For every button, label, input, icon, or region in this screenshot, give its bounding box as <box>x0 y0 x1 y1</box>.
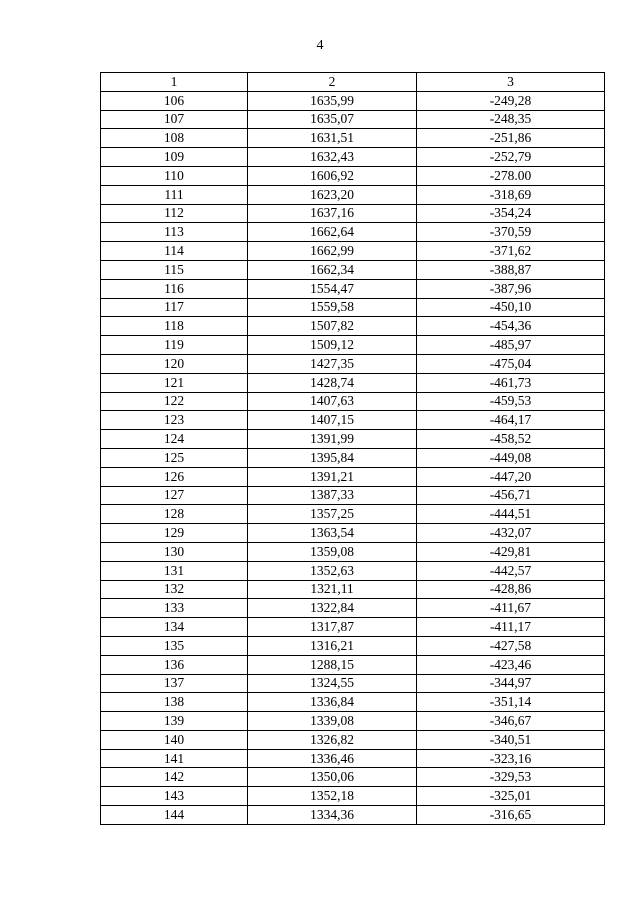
table-cell-col-3: -344,97 <box>417 674 605 693</box>
table-cell-col-1: 143 <box>101 787 248 806</box>
table-row <box>101 430 605 449</box>
table-cell-col-3: -450,10 <box>417 298 605 317</box>
table-cell-col-2: 1391,99 <box>248 430 417 449</box>
table-cell-col-2: 1507,82 <box>248 317 417 336</box>
table-cell-col-2: 1623,20 <box>248 185 417 204</box>
table-cell-col-1: 117 <box>101 298 248 317</box>
table-row <box>101 91 605 110</box>
table-cell-col-1: 109 <box>101 148 248 167</box>
table-cell-col-1: 127 <box>101 486 248 505</box>
table-cell-col-2: 1635,07 <box>248 110 417 129</box>
table-header-row <box>101 73 605 92</box>
table-cell-col-1: 108 <box>101 129 248 148</box>
table-cell-col-3: -429,81 <box>417 542 605 561</box>
table-cell-col-2: 1339,08 <box>248 712 417 731</box>
column-header-1: 1 <box>101 73 248 92</box>
table-cell-col-3: -325,01 <box>417 787 605 806</box>
table-row <box>101 448 605 467</box>
table-cell-col-1: 142 <box>101 768 248 787</box>
table-row <box>101 373 605 392</box>
table-cell-col-3: -252,79 <box>417 148 605 167</box>
column-header-3: 3 <box>417 73 605 92</box>
table-row <box>101 129 605 148</box>
table-row <box>101 561 605 580</box>
table-cell-col-1: 119 <box>101 336 248 355</box>
table-cell-col-3: -442,57 <box>417 561 605 580</box>
table-cell-col-1: 126 <box>101 467 248 486</box>
table-cell-col-3: -449,08 <box>417 448 605 467</box>
table-row <box>101 486 605 505</box>
table-cell-col-2: 1336,46 <box>248 749 417 768</box>
table-cell-col-1: 138 <box>101 693 248 712</box>
table-cell-col-1: 125 <box>101 448 248 467</box>
table-row <box>101 618 605 637</box>
table-cell-col-1: 137 <box>101 674 248 693</box>
table-row <box>101 655 605 674</box>
table-cell-col-2: 1662,64 <box>248 223 417 242</box>
table-cell-col-3: -411,67 <box>417 599 605 618</box>
table-cell-col-2: 1352,18 <box>248 787 417 806</box>
table-cell-col-1: 111 <box>101 185 248 204</box>
table-cell-col-1: 139 <box>101 712 248 731</box>
table-cell-col-2: 1316,21 <box>248 636 417 655</box>
table-cell-col-3: -316,65 <box>417 806 605 825</box>
table-row <box>101 148 605 167</box>
table-cell-col-1: 118 <box>101 317 248 336</box>
table-cell-col-2: 1326,82 <box>248 730 417 749</box>
table-cell-col-1: 113 <box>101 223 248 242</box>
column-header-2: 2 <box>248 73 417 92</box>
table-cell-col-1: 132 <box>101 580 248 599</box>
table-cell-col-2: 1407,63 <box>248 392 417 411</box>
table-row <box>101 204 605 223</box>
table-cell-col-3: -340,51 <box>417 730 605 749</box>
table-cell-col-3: -458,52 <box>417 430 605 449</box>
table-cell-col-2: 1637,16 <box>248 204 417 223</box>
table-row <box>101 166 605 185</box>
table-row <box>101 542 605 561</box>
table-cell-col-1: 121 <box>101 373 248 392</box>
table-cell-col-1: 144 <box>101 806 248 825</box>
table-cell-col-1: 124 <box>101 430 248 449</box>
table-cell-col-3: -447,20 <box>417 467 605 486</box>
table-cell-col-2: 1359,08 <box>248 542 417 561</box>
table-cell-col-2: 1635,99 <box>248 91 417 110</box>
table-cell-col-2: 1632,43 <box>248 148 417 167</box>
table-cell-col-1: 110 <box>101 166 248 185</box>
table-cell-col-3: -387,96 <box>417 279 605 298</box>
table-row <box>101 298 605 317</box>
table-cell-col-2: 1352,63 <box>248 561 417 580</box>
table-cell-col-3: -371,62 <box>417 242 605 261</box>
table-cell-col-2: 1334,36 <box>248 806 417 825</box>
table-row <box>101 317 605 336</box>
table-cell-col-3: -485,97 <box>417 336 605 355</box>
table-cell-col-1: 129 <box>101 524 248 543</box>
coordinates-table <box>100 72 605 825</box>
table-cell-col-3: -248,35 <box>417 110 605 129</box>
table-cell-col-2: 1357,25 <box>248 505 417 524</box>
table-cell-col-2: 1387,33 <box>248 486 417 505</box>
table-row <box>101 730 605 749</box>
table-cell-col-1: 135 <box>101 636 248 655</box>
table-cell-col-3: -459,53 <box>417 392 605 411</box>
table-cell-col-2: 1559,58 <box>248 298 417 317</box>
table-cell-col-2: 1288,15 <box>248 655 417 674</box>
table-row <box>101 712 605 731</box>
table-cell-col-2: 1363,54 <box>248 524 417 543</box>
table-row <box>101 693 605 712</box>
table-row <box>101 279 605 298</box>
table-row <box>101 768 605 787</box>
table-cell-col-2: 1322,84 <box>248 599 417 618</box>
table-row <box>101 806 605 825</box>
table-cell-col-2: 1427,35 <box>248 354 417 373</box>
table-cell-col-1: 107 <box>101 110 248 129</box>
table-cell-col-1: 116 <box>101 279 248 298</box>
table-cell-col-2: 1606,92 <box>248 166 417 185</box>
table-cell-col-1: 123 <box>101 411 248 430</box>
table-row <box>101 787 605 806</box>
table-row <box>101 524 605 543</box>
table-cell-col-2: 1662,34 <box>248 260 417 279</box>
table-cell-col-3: -354,24 <box>417 204 605 223</box>
table-cell-col-3: -329,53 <box>417 768 605 787</box>
table-row <box>101 223 605 242</box>
table-cell-col-3: -370,59 <box>417 223 605 242</box>
table-cell-col-3: -351,14 <box>417 693 605 712</box>
table-cell-col-2: 1336,84 <box>248 693 417 712</box>
table-cell-col-3: -278.00 <box>417 166 605 185</box>
table-cell-col-1: 128 <box>101 505 248 524</box>
table-cell-col-3: -456,71 <box>417 486 605 505</box>
table-cell-col-2: 1428,74 <box>248 373 417 392</box>
table-cell-col-3: -346,67 <box>417 712 605 731</box>
table-row <box>101 110 605 129</box>
table-cell-col-1: 131 <box>101 561 248 580</box>
table-cell-col-3: -323,16 <box>417 749 605 768</box>
table-cell-col-2: 1509,12 <box>248 336 417 355</box>
table-row <box>101 411 605 430</box>
table-cell-col-3: -423,46 <box>417 655 605 674</box>
table-row <box>101 185 605 204</box>
table-row <box>101 599 605 618</box>
table-cell-col-3: -428,86 <box>417 580 605 599</box>
table-cell-col-1: 133 <box>101 599 248 618</box>
table-body <box>101 91 605 824</box>
table-cell-col-1: 140 <box>101 730 248 749</box>
table-row <box>101 467 605 486</box>
table-cell-col-3: -475,04 <box>417 354 605 373</box>
table-cell-col-2: 1662,99 <box>248 242 417 261</box>
table-cell-col-2: 1321,11 <box>248 580 417 599</box>
table-cell-col-3: -318,69 <box>417 185 605 204</box>
table-cell-col-1: 106 <box>101 91 248 110</box>
table-cell-col-1: 136 <box>101 655 248 674</box>
table-cell-col-3: -432,07 <box>417 524 605 543</box>
table-cell-col-1: 120 <box>101 354 248 373</box>
table-row <box>101 242 605 261</box>
table-row <box>101 636 605 655</box>
table-cell-col-1: 141 <box>101 749 248 768</box>
table-row <box>101 749 605 768</box>
page-number: 4 <box>316 38 324 53</box>
table-cell-col-1: 130 <box>101 542 248 561</box>
table-cell-col-1: 122 <box>101 392 248 411</box>
table-cell-col-1: 115 <box>101 260 248 279</box>
table-cell-col-1: 134 <box>101 618 248 637</box>
table-cell-col-2: 1324,55 <box>248 674 417 693</box>
table-row <box>101 392 605 411</box>
table-row <box>101 505 605 524</box>
table-row <box>101 354 605 373</box>
table-row <box>101 580 605 599</box>
table-row <box>101 674 605 693</box>
table-cell-col-3: -454,36 <box>417 317 605 336</box>
table-cell-col-1: 112 <box>101 204 248 223</box>
table-cell-col-2: 1317,87 <box>248 618 417 637</box>
table-cell-col-3: -427,58 <box>417 636 605 655</box>
table-cell-col-2: 1391,21 <box>248 467 417 486</box>
table-cell-col-2: 1395,84 <box>248 448 417 467</box>
table-cell-col-3: -464,17 <box>417 411 605 430</box>
table-cell-col-2: 1350,06 <box>248 768 417 787</box>
table-cell-col-2: 1631,51 <box>248 129 417 148</box>
table-cell-col-3: -251,86 <box>417 129 605 148</box>
table-cell-col-2: 1554,47 <box>248 279 417 298</box>
table-cell-col-1: 114 <box>101 242 248 261</box>
table-row <box>101 336 605 355</box>
table-cell-col-3: -388,87 <box>417 260 605 279</box>
table-cell-col-3: -411,17 <box>417 618 605 637</box>
table-cell-col-3: -461,73 <box>417 373 605 392</box>
table-cell-col-3: -444,51 <box>417 505 605 524</box>
table-cell-col-2: 1407,15 <box>248 411 417 430</box>
table-cell-col-3: -249,28 <box>417 91 605 110</box>
table-row <box>101 260 605 279</box>
